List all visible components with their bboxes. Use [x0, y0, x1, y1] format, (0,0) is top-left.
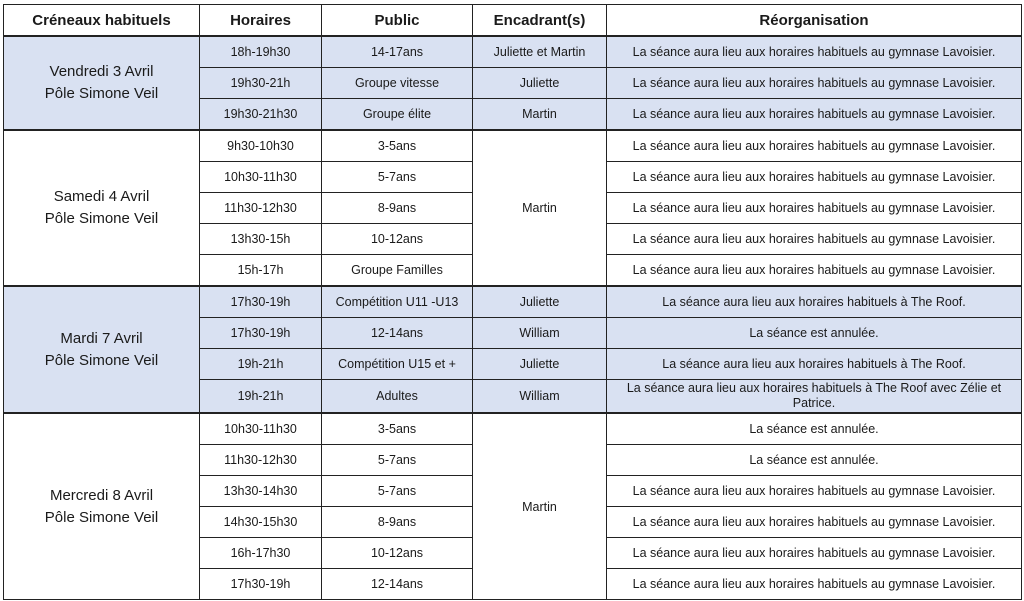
encadrant-cell: Juliette [473, 68, 607, 99]
public-cell: 5-7ans [322, 162, 473, 193]
group-vendredi [4, 36, 1022, 130]
reorganisation-cell: La séance aura lieu aux horaires habituels au gymnase Lavoisier. [607, 224, 1022, 255]
slot-place: Pôle Simone Veil [44, 351, 159, 369]
public-cell: Compétition U15 et + [322, 349, 473, 380]
table-row [4, 36, 1022, 68]
header-horaires: Horaires [200, 5, 322, 37]
header-creneaux: Créneaux habituels [4, 5, 200, 37]
public-cell: 8-9ans [322, 193, 473, 224]
group-mercredi [4, 413, 1022, 600]
reorganisation-cell: La séance est annulée. [607, 318, 1022, 349]
reorganisation-cell: La séance est annulée. [607, 413, 1022, 445]
reorganisation-cell [607, 380, 1022, 414]
encadrant-cell: Juliette [473, 286, 607, 318]
horaire-cell: 19h30-21h [200, 68, 322, 99]
table-row [4, 130, 1022, 162]
horaire-cell: 18h-19h30 [200, 36, 322, 68]
horaire-cell: 17h30-19h [200, 569, 322, 600]
reorganisation-cell: La séance aura lieu aux horaires habituels au gymnase Lavoisier. [607, 193, 1022, 224]
slot-day-cell [4, 36, 200, 130]
header-row [4, 5, 1022, 37]
public-cell: 10-12ans [322, 538, 473, 569]
reorganisation-line: La séance aura lieu aux horaires habituels à The Roof avec Zélie et [626, 381, 1002, 395]
public-cell: 8-9ans [322, 507, 473, 538]
public-cell: 10-12ans [322, 224, 473, 255]
header-encadrants: Encadrant(s) [473, 5, 607, 37]
encadrant-cell: William [473, 380, 607, 414]
table-row [4, 413, 1022, 445]
public-cell: Groupe élite [322, 99, 473, 131]
encadrant-cell: Juliette [473, 349, 607, 380]
slot-day-cell [4, 130, 200, 286]
horaire-cell: 13h30-15h [200, 224, 322, 255]
slot-place: Pôle Simone Veil [44, 85, 159, 102]
reorganisation-cell: La séance aura lieu aux horaires habituels au gymnase Lavoisier. [607, 130, 1022, 162]
public-cell: 5-7ans [322, 445, 473, 476]
reorganisation-cell: La séance aura lieu aux horaires habituels au gymnase Lavoisier. [607, 162, 1022, 193]
slot-place: Pôle Simone Veil [44, 508, 159, 526]
encadrant-cell: Juliette et Martin [473, 36, 607, 68]
encadrant-cell: Martin [473, 99, 607, 131]
table-row [4, 286, 1022, 318]
public-cell: 12-14ans [322, 569, 473, 600]
public-cell: 3-5ans [322, 413, 473, 445]
horaire-cell: 13h30-14h30 [200, 476, 322, 507]
horaire-cell: 19h-21h [200, 349, 322, 380]
reorganisation-cell: La séance aura lieu aux horaires habituels à The Roof. [607, 286, 1022, 318]
reorganisation-cell: La séance aura lieu aux horaires habituels au gymnase Lavoisier. [607, 476, 1022, 507]
reorganisation-cell: La séance est annulée. [607, 445, 1022, 476]
public-cell: 12-14ans [322, 318, 473, 349]
reorganisation-cell: La séance aura lieu aux horaires habituels au gymnase Lavoisier. [607, 538, 1022, 569]
table-header [4, 5, 1022, 37]
slot-day: Mercredi 8 Avril [49, 486, 154, 504]
reorganisation-cell: La séance aura lieu aux horaires habituels au gymnase Lavoisier. [607, 255, 1022, 287]
horaire-cell: 10h30-11h30 [200, 162, 322, 193]
encadrant-cell: Martin [473, 130, 607, 286]
horaire-cell: 9h30-10h30 [200, 130, 322, 162]
public-cell: Groupe vitesse [322, 68, 473, 99]
encadrant-cell: Martin [473, 413, 607, 600]
reorganisation-cell: La séance aura lieu aux horaires habituels au gymnase Lavoisier. [607, 507, 1022, 538]
group-mardi [4, 286, 1022, 413]
public-cell: 5-7ans [322, 476, 473, 507]
public-cell: Adultes [322, 380, 473, 414]
horaire-cell: 17h30-19h [200, 286, 322, 318]
horaire-cell: 19h30-21h30 [200, 99, 322, 131]
public-cell: 14-17ans [322, 36, 473, 68]
header-reorganisation: Réorganisation [607, 5, 1022, 37]
horaire-cell: 10h30-11h30 [200, 413, 322, 445]
public-cell: 3-5ans [322, 130, 473, 162]
reorganisation-cell: La séance aura lieu aux horaires habituels au gymnase Lavoisier. [607, 99, 1022, 131]
schedule-table [3, 4, 1022, 600]
slot-day: Samedi 4 Avril [53, 188, 150, 205]
reorganisation-cell: La séance aura lieu aux horaires habituels au gymnase Lavoisier. [607, 36, 1022, 68]
horaire-cell: 11h30-12h30 [200, 193, 322, 224]
horaire-cell: 17h30-19h [200, 318, 322, 349]
slot-day: Mardi 7 Avril [60, 329, 143, 347]
horaire-cell: 16h-17h30 [200, 538, 322, 569]
slot-place: Pôle Simone Veil [44, 210, 159, 227]
public-cell: Groupe Familles [322, 255, 473, 287]
slot-day-cell [4, 413, 200, 600]
reorganisation-line: Patrice. [792, 396, 836, 410]
header-public: Public [322, 5, 473, 37]
public-cell: Compétition U11 -U13 [322, 286, 473, 318]
encadrant-cell: William [473, 318, 607, 349]
horaire-cell: 14h30-15h30 [200, 507, 322, 538]
slot-day: Vendredi 3 Avril [49, 63, 154, 80]
reorganisation-cell: La séance aura lieu aux horaires habituels au gymnase Lavoisier. [607, 68, 1022, 99]
reorganisation-cell: La séance aura lieu aux horaires habituels au gymnase Lavoisier. [607, 569, 1022, 600]
group-samedi [4, 130, 1022, 286]
slot-day-cell [4, 286, 200, 413]
horaire-cell: 15h-17h [200, 255, 322, 287]
horaire-cell: 19h-21h [200, 380, 322, 414]
horaire-cell: 11h30-12h30 [200, 445, 322, 476]
reorganisation-cell: La séance aura lieu aux horaires habituels à The Roof. [607, 349, 1022, 380]
